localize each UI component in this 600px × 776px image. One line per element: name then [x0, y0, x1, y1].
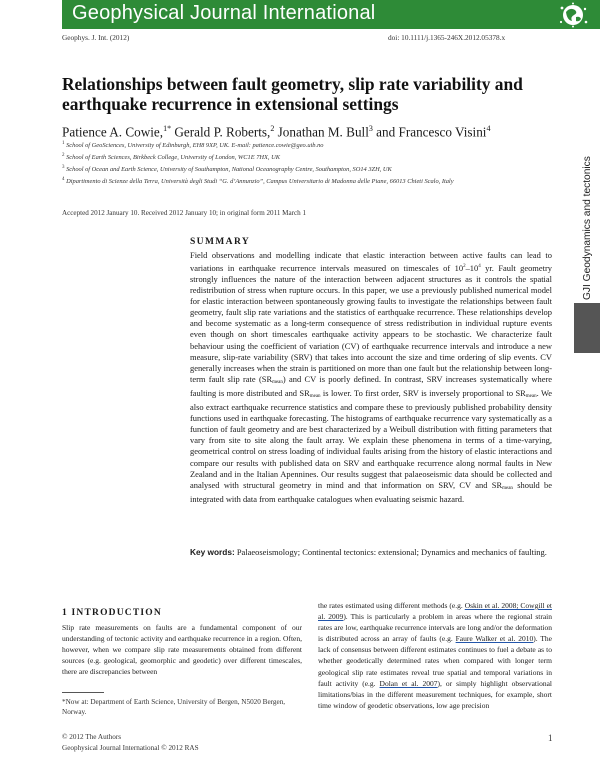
- footnote: *Now at: Department of Earth Science, University of Bergen, N5020 Bergen, Norway.: [62, 698, 286, 716]
- summary-sub: mean: [502, 485, 513, 491]
- affiliation-number: 2: [62, 153, 65, 158]
- gji-globe-logo-icon: [556, 2, 590, 28]
- author-affiliation-mark: 1*: [163, 124, 172, 133]
- summary-segment: –10: [465, 262, 479, 273]
- side-tab-marker: [574, 303, 600, 353]
- introduction-heading: 1 INTRODUCTION: [62, 608, 162, 618]
- affiliation-number: 3: [62, 165, 65, 170]
- summary-sup: 2: [463, 264, 466, 270]
- author-affiliation-mark: 3: [368, 124, 373, 133]
- author-affiliation-mark: 4: [486, 124, 491, 133]
- title-line-2: earthquake recurrence in extensional settings: [62, 94, 399, 114]
- author-name: Patience A. Cowie,: [62, 124, 164, 140]
- introduction-left-column: Slip rate measurements on faults are a fundamental component of our understanding of tectonic activity and earthquake recurrence in a region. Often, however, when we compare slip rate measurements obtained from different sources (e.g. geological, geomorphic and geodetic) over different timescales, there are discrepancies between: [62, 623, 302, 677]
- journal-name: Geophysical Journal International: [72, 2, 376, 24]
- title-line-1: Relationships between fault geometry, slip rate variability and: [62, 74, 523, 94]
- author-affiliation-mark: 2: [270, 124, 275, 133]
- paper-title: [62, 74, 532, 114]
- accepted-dates: Accepted 2012 January 10. Received 2012 January 10; in original form 2011 March 1: [62, 209, 307, 217]
- affiliation-number: 4: [62, 177, 65, 182]
- summary-sup: 4: [478, 264, 481, 270]
- keywords-label: Key words:: [190, 547, 235, 557]
- keywords-text: Palaeoseismology; Continental tectonics: extensional; Dynamics and mechanics of faulting.: [236, 547, 547, 557]
- affiliation-number: 1: [62, 141, 65, 146]
- intro-segment: ). The lack of consensus between different estimates continues to fuel a debate as to whether geodetically determined rates when compared with longer term geological slip rate estimates reveal true spatial and temporal variations in fault activity (e.g.: [318, 634, 553, 688]
- affiliation-text: School of Earth Sciences, Birkbeck College, University of London, WC1E 7HX, UK: [66, 154, 280, 162]
- summary-heading: SUMMARY: [190, 237, 251, 247]
- keywords: [190, 547, 552, 559]
- intro-segment: the rates estimated using different methods (e.g.: [318, 601, 465, 610]
- affiliation-text: School of GeoSciences, University of Edinburgh, EH8 9XP, UK. E-mail: patience.cowie@geo.uib.no: [66, 142, 324, 150]
- affiliation-text: School of Ocean and Earth Science, University of Southampton, National Oceanography Centre, Southampton, SO14 3ZH, UK: [66, 166, 392, 174]
- summary-sub: mean: [309, 393, 321, 399]
- doi-link[interactable]: doi: 10.1111/j.1365-246X.2012.05378.x: [388, 33, 506, 42]
- copyright-journal: Geophysical Journal International © 2012 RAS: [62, 744, 199, 752]
- affiliation: [62, 153, 562, 161]
- journal-banner: [62, 0, 600, 29]
- author-name: and Francesco Visini: [376, 124, 487, 140]
- summary-segment: ) and CV is poorly defined. In contrast, SRV increases systematically where faulting is more distributed and SR: [190, 373, 553, 398]
- summary-text: [190, 250, 552, 505]
- author-name: Jonathan M. Bull: [277, 124, 369, 140]
- footnote-divider: [62, 692, 104, 693]
- summary-sub: mean: [272, 379, 283, 385]
- affiliation-text: Dipartimento di Scienze della Terra, Università degli Studi “G. d’Annunzio”, Campus Universitario di Madonna delle Piane, 66013 Chieti Scalo, Italy: [66, 178, 454, 186]
- citation-link[interactable]: Oskin et al. 2008; Cowgill et al. 2009: [318, 601, 552, 622]
- summary-segment: Field observations and modelling indicate that elastic interaction between active faults can lead to variations in earthquake recurrence intervals measured on timescales of 10: [190, 250, 552, 273]
- page-number: 1: [548, 733, 553, 743]
- affiliation: [62, 177, 562, 185]
- introduction-right-column: [318, 600, 552, 711]
- section-side-label: GJI Geodynamics and tectonics: [582, 156, 593, 300]
- citation-link[interactable]: Faure Walker et al. 2010: [455, 634, 534, 644]
- intro-segment: ), or simply highlight observational limitations/bias in the different measurement techniques, for example, short time window of geodetic observations, low age precision: [318, 678, 553, 710]
- summary-segment: should be integrated with data from earthquake catalogues when evaluating seismic hazard.: [190, 479, 553, 504]
- summary-segment: . We also extract earthquake recurrence statistics and compare these to previously published probability density functions used in earthquake forecasting. The histograms of earthquake recurrence vary systematically as a function of fault geometry and are best characterized by a Weibull distribution with fitting parameters that vary from site to site along the fault array. We explain these phenomena in terms of a time-varying, geometrical control on stress loading of individual faults arising from the history of elastic interactions and compare our results with published data on SRV and earthquake recurrence along normal faults in New Zealand and in the Italian Apennines. Our results suggest that palaeoseismic data should be collected and analysed with structural geometry in mind and that information on SRV, CV and SR: [190, 387, 552, 490]
- author-list: [62, 124, 542, 140]
- summary-sub: mean: [525, 393, 537, 399]
- intro-segment: ). This is particularly a problem in areas where the regional strain rates are low, earthquake recurrence intervals are long and/or the deformation is distributed across an array of faults (e.g.: [318, 612, 552, 644]
- author-name: Gerald P. Roberts,: [174, 124, 271, 140]
- summary-segment: is lower. To first order, SRV is inversely proportional to SR: [320, 387, 526, 398]
- affiliation: [62, 165, 562, 173]
- copyright-authors: © 2012 The Authors: [62, 733, 122, 741]
- summary-segment: yr. Fault geometry strongly influences the nature of the interaction between adjacent structures as it controls the spatial redistribution of stress when rupture occurs. In this paper, we use a previously published numerical model for elastic interaction between spontaneously growing faults to investigate the relationships between fault geometry, fault slip rate variations and the statistics of earthquake recurrence. These relationships develop and become systematic as a long-term consequence of stress redistribution in individual rupture events even though on short timescales earthquake activity appears to be stochastic. We characterize fault behaviour using the coefficient of variation (CV) of earthquake recurrence intervals and introduce a new measure, slip-rate variability (SRV) that takes into account the size and time ordering of slip events. CV generally increases when the strain is partitioned on more than one fault but the relationship between long-term fault slip rate (SR: [190, 262, 552, 384]
- affiliation: [62, 141, 562, 149]
- journal-citation: Geophys. J. Int. (2012): [62, 33, 130, 42]
- citation-link[interactable]: Dolan et al. 2007: [379, 678, 438, 688]
